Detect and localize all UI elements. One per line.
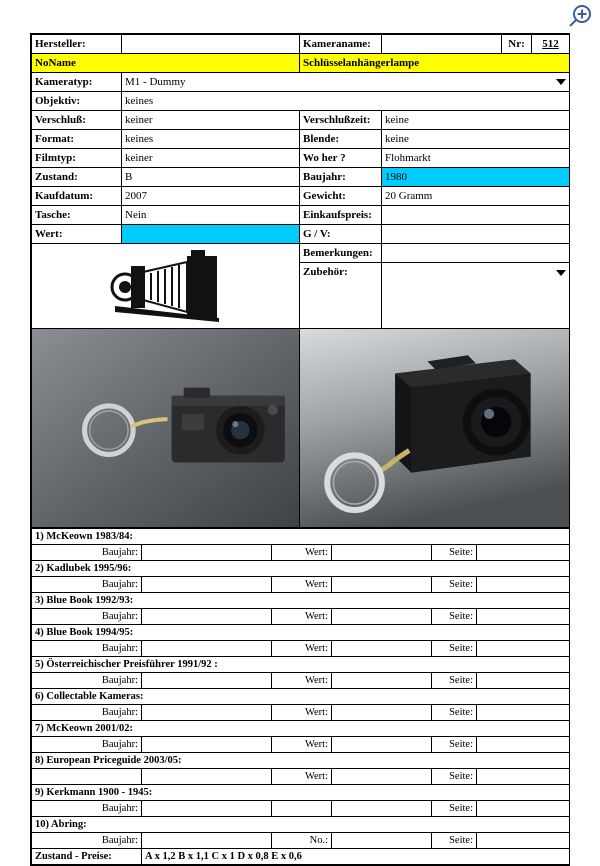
value-bemerkungen[interactable] bbox=[382, 244, 570, 263]
ref-4-input-seite[interactable] bbox=[477, 641, 570, 657]
ref-3-input-seite[interactable] bbox=[477, 609, 570, 625]
value-blende[interactable]: keine bbox=[382, 130, 570, 149]
ref-5-label-baujahr: Baujahr: bbox=[32, 673, 142, 689]
ref-8-label-wert: Wert: bbox=[272, 769, 332, 785]
value-kaufdatum[interactable]: 2007 bbox=[122, 187, 300, 206]
label-filmtyp: Filmtyp: bbox=[32, 149, 122, 168]
value-kameraname-name[interactable]: Schlüsselanhängerlampe bbox=[300, 54, 570, 73]
ref-3-input-wert[interactable] bbox=[332, 609, 432, 625]
chevron-down-icon[interactable] bbox=[556, 270, 566, 276]
camera-details-table bbox=[31, 34, 570, 528]
ref-2-label-seite: Seite: bbox=[432, 577, 477, 593]
label-gv: G / V: bbox=[300, 225, 382, 244]
table-row bbox=[32, 187, 570, 206]
reference-title-row bbox=[32, 561, 570, 577]
ref-8-input-wert[interactable] bbox=[332, 769, 432, 785]
ref-9-input-seite[interactable] bbox=[477, 801, 570, 817]
ref-6-label-wert: Wert: bbox=[272, 705, 332, 721]
reference-title-row bbox=[32, 529, 570, 545]
photo-left bbox=[32, 329, 300, 528]
ref-9-title: 9) Kerkmann 1900 - 1945: bbox=[32, 785, 570, 801]
table-row bbox=[32, 225, 570, 244]
ref-9-input-baujahr[interactable] bbox=[142, 801, 272, 817]
ref-4-input-wert[interactable] bbox=[332, 641, 432, 657]
reference-field-row bbox=[32, 641, 570, 657]
ref-5-label-seite: Seite: bbox=[432, 673, 477, 689]
table-row bbox=[32, 244, 570, 263]
ref-2-label-baujahr: Baujahr: bbox=[32, 577, 142, 593]
zoom-in-icon[interactable] bbox=[566, 4, 592, 30]
ref-10-input-nr[interactable] bbox=[332, 833, 432, 849]
ref-1-label-seite: Seite: bbox=[432, 545, 477, 561]
label-woher: Wo her ? bbox=[300, 149, 382, 168]
keychain-camera-photo-1 bbox=[32, 329, 299, 527]
ref-7-input-wert[interactable] bbox=[332, 737, 432, 753]
ref-4-title: 4) Blue Book 1994/95: bbox=[32, 625, 570, 641]
ref-1-label-wert: Wert: bbox=[272, 545, 332, 561]
table-row bbox=[32, 149, 570, 168]
label-zubehoer: Zubehör: bbox=[300, 263, 382, 329]
value-woher[interactable]: Flohmarkt bbox=[382, 149, 570, 168]
ref-3-input-baujahr[interactable] bbox=[142, 609, 272, 625]
label-tasche: Tasche: bbox=[32, 206, 122, 225]
label-einkaufspreis: Einkaufspreis: bbox=[300, 206, 382, 225]
value-zubehoer-combobox[interactable] bbox=[382, 263, 570, 329]
reference-field-row bbox=[32, 737, 570, 753]
ref-5-input-baujahr[interactable] bbox=[142, 673, 272, 689]
ref-10-label-nr: No.: bbox=[272, 833, 332, 849]
ref-1-title: 1) McKeown 1983/84: bbox=[32, 529, 570, 545]
value-einkaufspreis[interactable] bbox=[382, 206, 570, 225]
label-bemerkungen: Bemerkungen: bbox=[300, 244, 382, 263]
ref-1-label-baujahr: Baujahr: bbox=[32, 545, 142, 561]
ref-4-label-seite: Seite: bbox=[432, 641, 477, 657]
ref-3-label-wert: Wert: bbox=[272, 609, 332, 625]
footer-label: Zustand - Preise: bbox=[32, 849, 142, 865]
ref-8-label-empty bbox=[32, 769, 142, 785]
ref-6-input-baujahr[interactable] bbox=[142, 705, 272, 721]
value-kameratyp-combobox[interactable] bbox=[122, 73, 570, 92]
value-hersteller[interactable] bbox=[122, 35, 300, 54]
ref-10-label-baujahr: Baujahr: bbox=[32, 833, 142, 849]
table-row bbox=[32, 329, 570, 528]
label-wert: Wert: bbox=[32, 225, 122, 244]
ref-5-input-seite[interactable] bbox=[477, 673, 570, 689]
photo-2-graphic bbox=[300, 329, 569, 527]
ref-2-title: 2) Kadlubek 1995/96: bbox=[32, 561, 570, 577]
label-nr: Nr: bbox=[502, 35, 532, 54]
ref-8-label-seite: Seite: bbox=[432, 769, 477, 785]
ref-2-input-seite[interactable] bbox=[477, 577, 570, 593]
label-zustand: Zustand: bbox=[32, 168, 122, 187]
ref-1-input-baujahr[interactable] bbox=[142, 545, 272, 561]
ref-2-label-wert: Wert: bbox=[272, 577, 332, 593]
reference-title-row bbox=[32, 593, 570, 609]
value-nr[interactable]: 512 bbox=[532, 35, 570, 54]
ref-8-title: 8) European Priceguide 2003/05: bbox=[32, 753, 570, 769]
ref-6-label-seite: Seite: bbox=[432, 705, 477, 721]
ref-5-input-wert[interactable] bbox=[332, 673, 432, 689]
value-zustand[interactable]: B bbox=[122, 168, 300, 187]
reference-field-row bbox=[32, 833, 570, 849]
ref-4-label-baujahr: Baujahr: bbox=[32, 641, 142, 657]
reference-field-row bbox=[32, 609, 570, 625]
table-row bbox=[32, 168, 570, 187]
reference-title-row bbox=[32, 753, 570, 769]
ref-10-title: 10) Abring: bbox=[32, 817, 570, 833]
ref-7-input-baujahr[interactable] bbox=[142, 737, 272, 753]
camera-lineart-illustration bbox=[32, 244, 300, 329]
ref-5-title: 5) Österreichischer Preisführer 1991/92 : bbox=[32, 657, 570, 673]
ref-3-label-baujahr: Baujahr: bbox=[32, 609, 142, 625]
ref-8-spacer bbox=[142, 769, 272, 785]
value-gv[interactable] bbox=[382, 225, 570, 244]
ref-8-input-seite[interactable] bbox=[477, 769, 570, 785]
reference-title-row bbox=[32, 625, 570, 641]
ref-1-input-wert[interactable] bbox=[332, 545, 432, 561]
value-kameratyp: M1 - Dummy bbox=[125, 76, 186, 88]
reference-title-row bbox=[32, 657, 570, 673]
ref-6-input-wert[interactable] bbox=[332, 705, 432, 721]
ref-9-label-empty bbox=[272, 801, 332, 817]
ref-7-label-seite: Seite: bbox=[432, 737, 477, 753]
label-kameraname: Kameraname: bbox=[300, 35, 382, 54]
value-verschluss[interactable]: keiner bbox=[122, 111, 300, 130]
photo-1-graphic bbox=[32, 329, 299, 527]
label-verschlusszeit: Verschlußzeit: bbox=[300, 111, 382, 130]
ref-9-spacer bbox=[332, 801, 432, 817]
table-row bbox=[32, 130, 570, 149]
ref-7-input-seite[interactable] bbox=[477, 737, 570, 753]
literature-references-table bbox=[31, 528, 570, 865]
ref-5-label-wert: Wert: bbox=[272, 673, 332, 689]
ref-2-input-wert[interactable] bbox=[332, 577, 432, 593]
label-objektiv: Objektiv: bbox=[32, 92, 122, 111]
reference-field-row bbox=[32, 545, 570, 561]
keychain-camera-photo-2 bbox=[300, 329, 569, 527]
label-verschluss: Verschluß: bbox=[32, 111, 122, 130]
reference-title-row bbox=[32, 817, 570, 833]
label-baujahr: Baujahr: bbox=[300, 168, 382, 187]
reference-field-row bbox=[32, 673, 570, 689]
label-gewicht: Gewicht: bbox=[300, 187, 382, 206]
value-filmtyp[interactable]: keiner bbox=[122, 149, 300, 168]
value-baujahr[interactable]: 1980 bbox=[382, 168, 570, 187]
table-row bbox=[32, 73, 570, 92]
ref-2-input-baujahr[interactable] bbox=[142, 577, 272, 593]
table-row bbox=[32, 35, 570, 54]
ref-10-input-baujahr[interactable] bbox=[142, 833, 272, 849]
value-format[interactable]: keines bbox=[122, 130, 300, 149]
value-tasche[interactable]: Nein bbox=[122, 206, 300, 225]
value-hersteller-name[interactable]: NoName bbox=[32, 54, 300, 73]
value-wert[interactable] bbox=[122, 225, 300, 244]
footer-scale: A x 1,2 B x 1,1 C x 1 D x 0,8 E x 0,6 bbox=[142, 849, 570, 865]
ref-6-input-seite[interactable] bbox=[477, 705, 570, 721]
reference-field-row bbox=[32, 577, 570, 593]
ref-6-title: 6) Collectable Kameras: bbox=[32, 689, 570, 705]
label-hersteller: Hersteller: bbox=[32, 35, 122, 54]
label-kameratyp: Kameratyp: bbox=[32, 73, 122, 92]
label-kaufdatum: Kaufdatum: bbox=[32, 187, 122, 206]
condition-price-row bbox=[32, 849, 570, 865]
reference-title-row bbox=[32, 721, 570, 737]
value-objektiv[interactable]: keines bbox=[122, 92, 570, 111]
ref-7-title: 7) McKeown 2001/02: bbox=[32, 721, 570, 737]
reference-field-row bbox=[32, 705, 570, 721]
table-row bbox=[32, 54, 570, 73]
reference-field-row bbox=[32, 769, 570, 785]
value-kameraname[interactable] bbox=[382, 35, 502, 54]
ref-9-label-baujahr: Baujahr: bbox=[32, 801, 142, 817]
ref-3-label-seite: Seite: bbox=[432, 609, 477, 625]
camera-record-sheet bbox=[30, 33, 570, 866]
ref-7-label-wert: Wert: bbox=[272, 737, 332, 753]
ref-4-input-baujahr[interactable] bbox=[142, 641, 272, 657]
table-row bbox=[32, 111, 570, 130]
ref-7-label-baujahr: Baujahr: bbox=[32, 737, 142, 753]
table-row bbox=[32, 206, 570, 225]
ref-3-title: 3) Blue Book 1992/93: bbox=[32, 593, 570, 609]
chevron-down-icon[interactable] bbox=[556, 79, 566, 85]
ref-10-label-seite: Seite: bbox=[432, 833, 477, 849]
label-format: Format: bbox=[32, 130, 122, 149]
folding-camera-drawing bbox=[91, 246, 241, 326]
ref-6-label-baujahr: Baujahr: bbox=[32, 705, 142, 721]
reference-field-row bbox=[32, 801, 570, 817]
label-blende: Blende: bbox=[300, 130, 382, 149]
table-row bbox=[32, 92, 570, 111]
ref-10-input-seite[interactable] bbox=[477, 833, 570, 849]
reference-title-row bbox=[32, 689, 570, 705]
ref-4-label-wert: Wert: bbox=[272, 641, 332, 657]
ref-9-label-seite: Seite: bbox=[432, 801, 477, 817]
value-verschlusszeit[interactable]: keine bbox=[382, 111, 570, 130]
photo-right bbox=[300, 329, 570, 528]
ref-1-input-seite[interactable] bbox=[477, 545, 570, 561]
reference-title-row bbox=[32, 785, 570, 801]
value-gewicht[interactable]: 20 Gramm bbox=[382, 187, 570, 206]
